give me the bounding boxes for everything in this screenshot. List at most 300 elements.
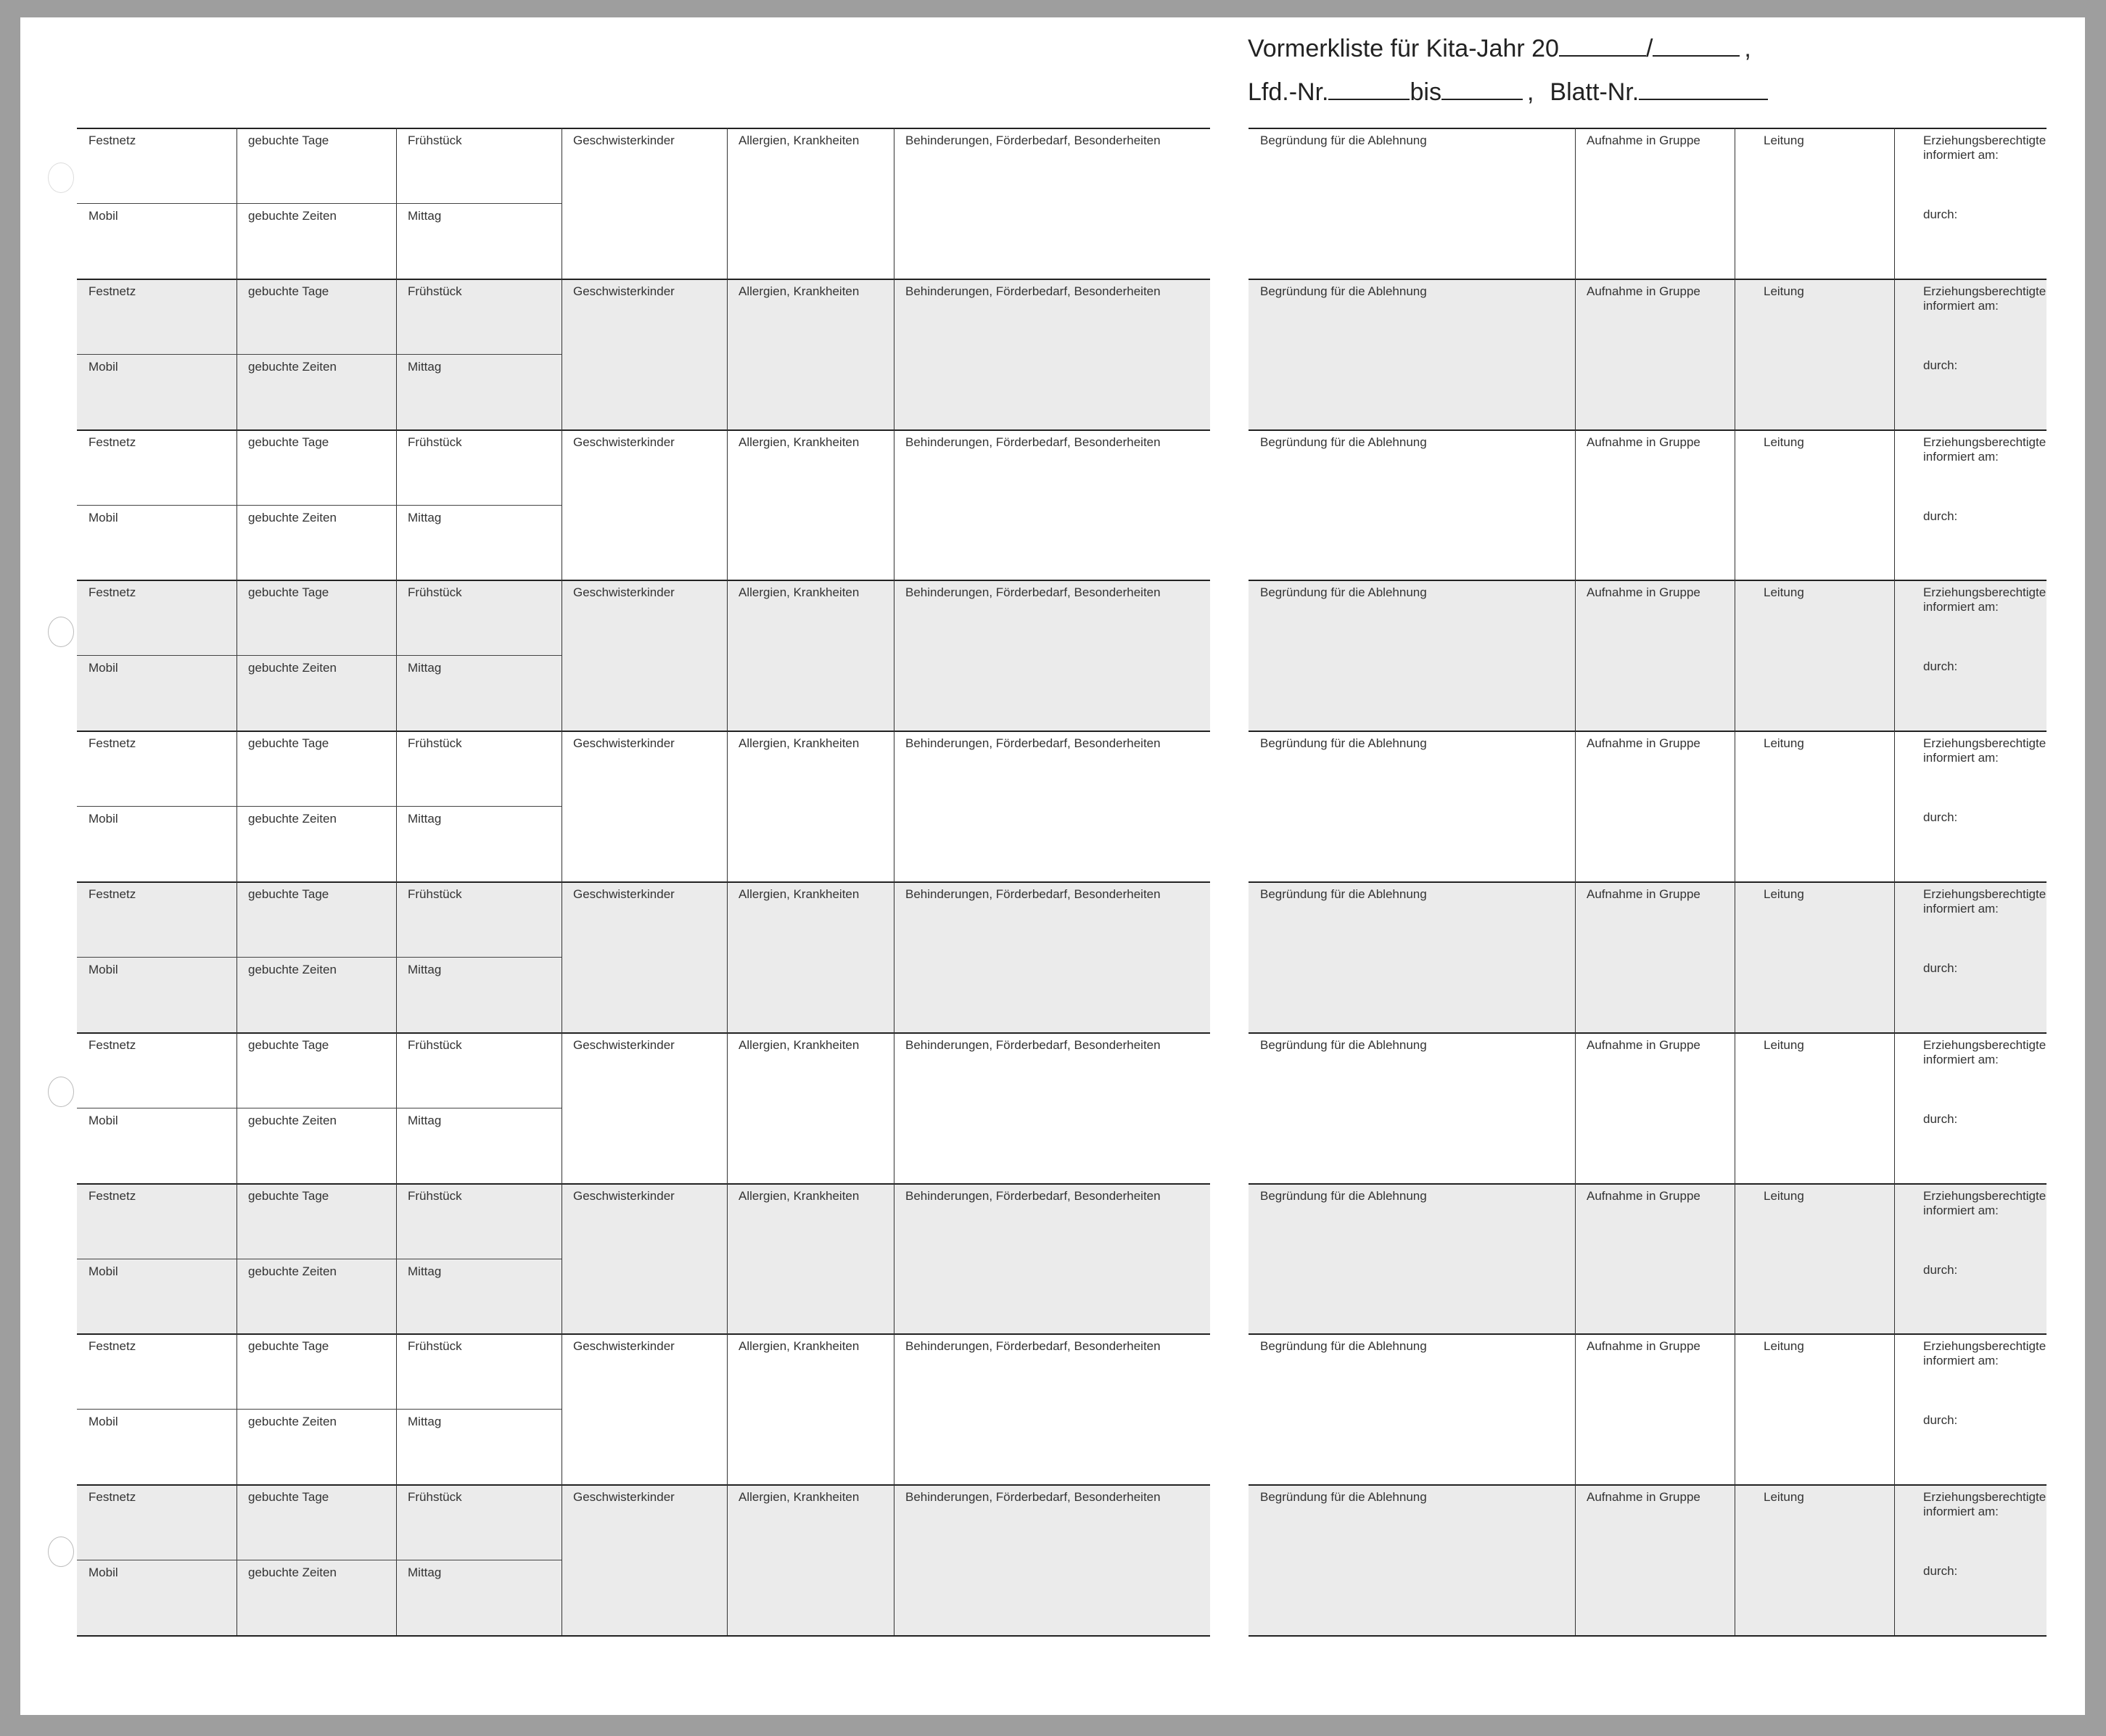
begruendung-field[interactable] xyxy=(1249,300,1575,429)
fruehstueck-field[interactable] xyxy=(396,300,562,354)
applicant-row-right xyxy=(1249,580,2047,731)
mobil-field[interactable] xyxy=(77,828,236,881)
allergien-field[interactable] xyxy=(727,752,894,881)
behinderungen-field[interactable] xyxy=(894,149,1210,279)
title-comma: , xyxy=(1744,35,1751,62)
gebuchte-zeiten-label: gebuchte Zeiten xyxy=(248,661,337,675)
gebuchte-tage-field[interactable] xyxy=(236,601,396,655)
durch-label: durch: xyxy=(1923,1413,1958,1427)
allergien-field[interactable] xyxy=(727,1054,894,1183)
aufnahme-field[interactable] xyxy=(1575,903,1735,1032)
durch-field[interactable] xyxy=(1894,977,2047,1032)
durch-label: durch: xyxy=(1923,1112,1958,1126)
mobil-field[interactable] xyxy=(77,677,236,731)
applicant-row-right xyxy=(1249,731,2047,881)
gebuchte-tage-field[interactable] xyxy=(236,149,396,203)
allergien-label: Allergien, Krankheiten xyxy=(739,887,860,901)
gebuchte-tage-field[interactable] xyxy=(236,903,396,957)
festnetz-field[interactable] xyxy=(77,1355,236,1409)
allergien-label: Allergien, Krankheiten xyxy=(739,736,860,750)
geschwisterkinder-label: Geschwisterkinder xyxy=(573,585,675,599)
row-split-line xyxy=(77,505,562,506)
mobil-field[interactable] xyxy=(77,376,236,429)
mittag-field[interactable] xyxy=(396,979,562,1032)
leitung-field[interactable] xyxy=(1735,1205,1894,1334)
fruehstueck-label: Frühstück xyxy=(408,887,462,901)
begruendung-field[interactable] xyxy=(1249,1205,1575,1334)
fruehstueck-field[interactable] xyxy=(396,1506,562,1560)
festnetz-field[interactable] xyxy=(77,752,236,806)
festnetz-label: Festnetz xyxy=(89,284,136,298)
title-slash: / xyxy=(1645,35,1653,62)
gebuchte-tage-label: gebuchte Tage xyxy=(248,284,329,298)
festnetz-label: Festnetz xyxy=(89,887,136,901)
aufnahme-field[interactable] xyxy=(1575,300,1735,429)
mobil-label: Mobil xyxy=(89,209,118,223)
geschwisterkinder-field[interactable] xyxy=(562,903,727,1032)
fruehstueck-label: Frühstück xyxy=(408,435,462,449)
leitung-label: Leitung xyxy=(1764,435,1804,449)
gebuchte-zeiten-label: gebuchte Zeiten xyxy=(248,963,337,976)
gebuchte-zeiten-field[interactable] xyxy=(236,979,396,1032)
informiert-am-field[interactable] xyxy=(1894,617,2047,658)
festnetz-field[interactable] xyxy=(77,1205,236,1259)
row-split-line xyxy=(77,806,562,807)
mobil-field[interactable] xyxy=(77,527,236,580)
row-top-line xyxy=(1249,1333,2047,1335)
begruendung-field[interactable] xyxy=(1249,451,1575,580)
informiert-am-label: informiert am: xyxy=(1923,1505,1999,1518)
gebuchte-tage-field[interactable] xyxy=(236,1355,396,1409)
applicant-row-right xyxy=(1249,1333,2047,1484)
informiert-am-label: informiert am: xyxy=(1923,450,1999,464)
aufnahme-label: Aufnahme in Gruppe xyxy=(1587,585,1700,599)
leitung-label: Leitung xyxy=(1764,133,1804,147)
leitung-label: Leitung xyxy=(1764,1038,1804,1052)
begruendung-field[interactable] xyxy=(1249,1054,1575,1183)
row-split-line xyxy=(77,655,562,656)
applicant-row-left xyxy=(77,731,1210,881)
festnetz-field[interactable] xyxy=(77,149,236,203)
begruendung-field[interactable] xyxy=(1249,903,1575,1032)
gebuchte-zeiten-field[interactable] xyxy=(236,1581,396,1635)
applicant-row-left xyxy=(77,279,1210,429)
geschwisterkinder-field[interactable] xyxy=(562,1355,727,1484)
title-prefix: Vormerkliste für Kita-Jahr 20 xyxy=(1248,35,1559,62)
gebuchte-zeiten-label: gebuchte Zeiten xyxy=(248,1264,337,1278)
geschwisterkinder-field[interactable] xyxy=(562,1506,727,1635)
allergien-field[interactable] xyxy=(727,451,894,580)
blatt-field[interactable] xyxy=(1639,80,1768,100)
festnetz-label: Festnetz xyxy=(89,585,136,599)
mobil-label: Mobil xyxy=(89,812,118,826)
begruendung-label: Begründung für die Ablehnung xyxy=(1260,887,1427,901)
applicant-row-right xyxy=(1249,881,2047,1032)
behinderungen-field[interactable] xyxy=(894,451,1210,580)
mittag-label: Mittag xyxy=(408,812,442,826)
durch-label: durch: xyxy=(1923,961,1958,975)
mittag-field[interactable] xyxy=(396,828,562,881)
gebuchte-zeiten-field[interactable] xyxy=(236,1130,396,1183)
leitung-label: Leitung xyxy=(1764,585,1804,599)
informiert-am-field[interactable] xyxy=(1894,1522,2047,1563)
durch-field[interactable] xyxy=(1894,223,2047,279)
row-top-line xyxy=(1249,1484,2047,1486)
festnetz-label: Festnetz xyxy=(89,133,136,147)
behinderungen-field[interactable] xyxy=(894,903,1210,1032)
durch-label: durch: xyxy=(1923,810,1958,824)
durch-field[interactable] xyxy=(1894,1279,2047,1334)
durch-field[interactable] xyxy=(1894,1580,2047,1635)
gebuchte-tage-field[interactable] xyxy=(236,1054,396,1108)
allergien-label: Allergien, Krankheiten xyxy=(739,1038,860,1052)
informiert-am-field[interactable] xyxy=(1894,467,2047,508)
geschwisterkinder-label: Geschwisterkinder xyxy=(573,736,675,750)
gebuchte-tage-label: gebuchte Tage xyxy=(248,133,329,147)
mobil-field[interactable] xyxy=(77,1581,236,1635)
festnetz-field[interactable] xyxy=(77,300,236,354)
mobil-field[interactable] xyxy=(77,1130,236,1183)
geschwisterkinder-label: Geschwisterkinder xyxy=(573,1490,675,1504)
gebuchte-tage-field[interactable] xyxy=(236,1506,396,1560)
fruehstueck-label: Frühstück xyxy=(408,1189,462,1203)
row-top-line xyxy=(1249,580,2047,581)
begruendung-label: Begründung für die Ablehnung xyxy=(1260,1038,1427,1052)
durch-label: durch: xyxy=(1923,509,1958,523)
mittag-label: Mittag xyxy=(408,1415,442,1428)
durch-field[interactable] xyxy=(1894,675,2047,731)
festnetz-field[interactable] xyxy=(77,1506,236,1560)
row-split-line xyxy=(77,354,562,355)
behinderungen-field[interactable] xyxy=(894,1205,1210,1334)
gebuchte-zeiten-field[interactable] xyxy=(236,677,396,731)
erziehungsberechtigte-label: Erziehungsberechtigte xyxy=(1923,1038,2047,1052)
aufnahme-label: Aufnahme in Gruppe xyxy=(1587,736,1700,750)
row-top-line xyxy=(77,1183,1210,1185)
behinderungen-field[interactable] xyxy=(894,1054,1210,1183)
erziehungsberechtigte-label: Erziehungsberechtigte xyxy=(1923,1490,2047,1504)
gebuchte-zeiten-field[interactable] xyxy=(236,1280,396,1334)
geschwisterkinder-field[interactable] xyxy=(562,752,727,881)
aufnahme-label: Aufnahme in Gruppe xyxy=(1587,1189,1700,1203)
durch-field[interactable] xyxy=(1894,826,2047,881)
geschwisterkinder-field[interactable] xyxy=(562,1205,727,1334)
allergien-label: Allergien, Krankheiten xyxy=(739,585,860,599)
behinderungen-label: Behinderungen, Förderbedarf, Besonderheiten xyxy=(905,1189,1161,1203)
aufnahme-label: Aufnahme in Gruppe xyxy=(1587,1490,1700,1504)
behinderungen-label: Behinderungen, Förderbedarf, Besonderheiten xyxy=(905,435,1161,449)
behinderungen-label: Behinderungen, Förderbedarf, Besonderheiten xyxy=(905,1490,1161,1504)
informiert-am-field[interactable] xyxy=(1894,1371,2047,1412)
begruendung-label: Begründung für die Ablehnung xyxy=(1260,133,1427,147)
mittag-label: Mittag xyxy=(408,1566,442,1579)
gebuchte-tage-field[interactable] xyxy=(236,300,396,354)
fruehstueck-label: Frühstück xyxy=(408,1339,462,1353)
gebuchte-zeiten-field[interactable] xyxy=(236,828,396,881)
punch-hole xyxy=(48,1077,74,1107)
row-top-line xyxy=(77,279,1210,280)
leitung-field[interactable] xyxy=(1735,1506,1894,1635)
leitung-field[interactable] xyxy=(1735,451,1894,580)
fruehstueck-field[interactable] xyxy=(396,752,562,806)
mittag-field[interactable] xyxy=(396,1431,562,1484)
aufnahme-label: Aufnahme in Gruppe xyxy=(1587,1038,1700,1052)
aufnahme-field[interactable] xyxy=(1575,1355,1735,1484)
leitung-label: Leitung xyxy=(1764,1490,1804,1504)
gebuchte-tage-label: gebuchte Tage xyxy=(248,585,329,599)
durch-field[interactable] xyxy=(1894,1128,2047,1183)
leitung-label: Leitung xyxy=(1764,887,1804,901)
row-top-line xyxy=(77,580,1210,581)
leitung-field[interactable] xyxy=(1735,300,1894,429)
fruehstueck-field[interactable] xyxy=(396,601,562,655)
mittag-label: Mittag xyxy=(408,360,442,374)
mittag-label: Mittag xyxy=(408,209,442,223)
year-end-field[interactable] xyxy=(1653,36,1740,57)
gebuchte-zeiten-field[interactable] xyxy=(236,527,396,580)
mittag-field[interactable] xyxy=(396,1280,562,1334)
bis-field[interactable] xyxy=(1441,80,1523,100)
mobil-field[interactable] xyxy=(77,1280,236,1334)
right-table-bottom-line xyxy=(1249,1635,2047,1637)
mittag-label: Mittag xyxy=(408,1264,442,1278)
applicant-row-left xyxy=(77,128,1210,279)
festnetz-field[interactable] xyxy=(77,903,236,957)
left-table-bottom-line xyxy=(77,1635,1210,1637)
leitung-field[interactable] xyxy=(1735,1054,1894,1183)
geschwisterkinder-label: Geschwisterkinder xyxy=(573,1339,675,1353)
begruendung-label: Begründung für die Ablehnung xyxy=(1260,435,1427,449)
behinderungen-label: Behinderungen, Förderbedarf, Besonderheiten xyxy=(905,284,1161,298)
fruehstueck-field[interactable] xyxy=(396,149,562,203)
informiert-am-field[interactable] xyxy=(1894,165,2047,206)
fruehstueck-field[interactable] xyxy=(396,1355,562,1409)
allergien-field[interactable] xyxy=(727,1355,894,1484)
applicant-row-left xyxy=(77,1183,1210,1334)
behinderungen-field[interactable] xyxy=(894,601,1210,731)
allergien-field[interactable] xyxy=(727,903,894,1032)
geschwisterkinder-label: Geschwisterkinder xyxy=(573,887,675,901)
lfd-label: Lfd.-Nr. xyxy=(1248,78,1329,106)
leitung-field[interactable] xyxy=(1735,149,1894,279)
begruendung-field[interactable] xyxy=(1249,601,1575,731)
mittag-field[interactable] xyxy=(396,225,562,279)
mittag-field[interactable] xyxy=(396,1130,562,1183)
leitung-field[interactable] xyxy=(1735,601,1894,731)
row-top-line xyxy=(77,881,1210,883)
geschwisterkinder-label: Geschwisterkinder xyxy=(573,1189,675,1203)
allergien-field[interactable] xyxy=(727,300,894,429)
allergien-label: Allergien, Krankheiten xyxy=(739,435,860,449)
informiert-am-field[interactable] xyxy=(1894,316,2047,357)
begruendung-label: Begründung für die Ablehnung xyxy=(1260,1189,1427,1203)
informiert-am-field[interactable] xyxy=(1894,1070,2047,1111)
informiert-am-label: informiert am: xyxy=(1923,1204,1999,1217)
blatt-label: Blatt-Nr. xyxy=(1550,78,1640,106)
fruehstueck-label: Frühstück xyxy=(408,1038,462,1052)
mittag-field[interactable] xyxy=(396,1581,562,1635)
gebuchte-zeiten-field[interactable] xyxy=(236,376,396,429)
leitung-label: Leitung xyxy=(1764,1339,1804,1353)
gebuchte-tage-label: gebuchte Tage xyxy=(248,1490,329,1504)
gebuchte-zeiten-label: gebuchte Zeiten xyxy=(248,1566,337,1579)
festnetz-field[interactable] xyxy=(77,451,236,505)
durch-field[interactable] xyxy=(1894,374,2047,429)
aufnahme-field[interactable] xyxy=(1575,752,1735,881)
applicant-row-right xyxy=(1249,1484,2047,1635)
durch-field[interactable] xyxy=(1894,525,2047,580)
behinderungen-label: Behinderungen, Förderbedarf, Besonderheiten xyxy=(905,1339,1161,1353)
row-split-line xyxy=(77,1409,562,1410)
leitung-label: Leitung xyxy=(1764,284,1804,298)
applicant-row-left xyxy=(77,1032,1210,1183)
festnetz-label: Festnetz xyxy=(89,1189,136,1203)
allergien-field[interactable] xyxy=(727,149,894,279)
erziehungsberechtigte-label: Erziehungsberechtigte xyxy=(1923,1189,2047,1203)
begruendung-label: Begründung für die Ablehnung xyxy=(1260,284,1427,298)
fruehstueck-field[interactable] xyxy=(396,1205,562,1259)
applicant-row-right xyxy=(1249,128,2047,279)
aufnahme-label: Aufnahme in Gruppe xyxy=(1587,133,1700,147)
geschwisterkinder-label: Geschwisterkinder xyxy=(573,1038,675,1052)
gebuchte-tage-field[interactable] xyxy=(236,1205,396,1259)
festnetz-field[interactable] xyxy=(77,601,236,655)
leitung-field[interactable] xyxy=(1735,903,1894,1032)
row-top-line xyxy=(77,731,1210,732)
geschwisterkinder-field[interactable] xyxy=(562,149,727,279)
gebuchte-zeiten-field[interactable] xyxy=(236,1431,396,1484)
row-top-line xyxy=(77,429,1210,431)
festnetz-label: Festnetz xyxy=(89,435,136,449)
gebuchte-zeiten-label: gebuchte Zeiten xyxy=(248,812,337,826)
geschwisterkinder-field[interactable] xyxy=(562,300,727,429)
leitung-label: Leitung xyxy=(1764,736,1804,750)
mittag-label: Mittag xyxy=(408,963,442,976)
mittag-field[interactable] xyxy=(396,527,562,580)
informiert-am-field[interactable] xyxy=(1894,1221,2047,1262)
gebuchte-tage-field[interactable] xyxy=(236,451,396,505)
durch-field[interactable] xyxy=(1894,1429,2047,1484)
mobil-field[interactable] xyxy=(77,979,236,1032)
durch-label: durch: xyxy=(1923,659,1958,673)
gebuchte-tage-field[interactable] xyxy=(236,752,396,806)
mittag-field[interactable] xyxy=(396,677,562,731)
durch-label: durch: xyxy=(1923,358,1958,372)
festnetz-label: Festnetz xyxy=(89,1038,136,1052)
begruendung-field[interactable] xyxy=(1249,1506,1575,1635)
aufnahme-label: Aufnahme in Gruppe xyxy=(1587,435,1700,449)
durch-label: durch: xyxy=(1923,1263,1958,1277)
behinderungen-label: Behinderungen, Förderbedarf, Besonderheiten xyxy=(905,736,1161,750)
aufnahme-field[interactable] xyxy=(1575,601,1735,731)
fruehstueck-field[interactable] xyxy=(396,451,562,505)
allergien-label: Allergien, Krankheiten xyxy=(739,1189,860,1203)
begruendung-field[interactable] xyxy=(1249,1355,1575,1484)
begruendung-field[interactable] xyxy=(1249,149,1575,279)
aufnahme-field[interactable] xyxy=(1575,451,1735,580)
informiert-am-label: informiert am: xyxy=(1923,600,1999,614)
allergien-field[interactable] xyxy=(727,1506,894,1635)
geschwisterkinder-field[interactable] xyxy=(562,451,727,580)
durch-label: durch: xyxy=(1923,207,1958,221)
informiert-am-field[interactable] xyxy=(1894,768,2047,809)
festnetz-field[interactable] xyxy=(77,1054,236,1108)
begruendung-field[interactable] xyxy=(1249,752,1575,881)
aufnahme-field[interactable] xyxy=(1575,1205,1735,1334)
row-top-line xyxy=(1249,881,2047,883)
applicant-row-right xyxy=(1249,279,2047,429)
geschwisterkinder-field[interactable] xyxy=(562,601,727,731)
row-top-line xyxy=(77,1333,1210,1335)
gebuchte-tage-label: gebuchte Tage xyxy=(248,435,329,449)
applicant-row-left xyxy=(77,1333,1210,1484)
gebuchte-tage-label: gebuchte Tage xyxy=(248,736,329,750)
gebuchte-tage-label: gebuchte Tage xyxy=(248,1339,329,1353)
applicant-row-right xyxy=(1249,1183,2047,1334)
informiert-am-label: informiert am: xyxy=(1923,1354,1999,1367)
geschwisterkinder-label: Geschwisterkinder xyxy=(573,133,675,147)
fruehstueck-label: Frühstück xyxy=(408,585,462,599)
mobil-field[interactable] xyxy=(77,225,236,279)
mobil-label: Mobil xyxy=(89,1264,118,1278)
gebuchte-tage-label: gebuchte Tage xyxy=(248,1189,329,1203)
behinderungen-field[interactable] xyxy=(894,1355,1210,1484)
informiert-am-label: informiert am: xyxy=(1923,299,1999,313)
mobil-label: Mobil xyxy=(89,360,118,374)
geschwisterkinder-field[interactable] xyxy=(562,1054,727,1183)
aufnahme-field[interactable] xyxy=(1575,149,1735,279)
aufnahme-label: Aufnahme in Gruppe xyxy=(1587,1339,1700,1353)
leitung-label: Leitung xyxy=(1764,1189,1804,1203)
aufnahme-field[interactable] xyxy=(1575,1054,1735,1183)
informiert-am-field[interactable] xyxy=(1894,919,2047,960)
behinderungen-field[interactable] xyxy=(894,300,1210,429)
gebuchte-zeiten-field[interactable] xyxy=(236,225,396,279)
allergien-label: Allergien, Krankheiten xyxy=(739,1339,860,1353)
erziehungsberechtigte-label: Erziehungsberechtigte xyxy=(1923,736,2047,750)
behinderungen-label: Behinderungen, Förderbedarf, Besonderheiten xyxy=(905,1038,1161,1052)
festnetz-label: Festnetz xyxy=(89,1339,136,1353)
behinderungen-field[interactable] xyxy=(894,1506,1210,1635)
fruehstueck-field[interactable] xyxy=(396,903,562,957)
mobil-field[interactable] xyxy=(77,1431,236,1484)
fruehstueck-field[interactable] xyxy=(396,1054,562,1108)
mobil-label: Mobil xyxy=(89,661,118,675)
punch-hole xyxy=(48,1537,74,1567)
mittag-label: Mittag xyxy=(408,511,442,524)
allergien-field[interactable] xyxy=(727,601,894,731)
year-start-field[interactable] xyxy=(1559,36,1646,57)
leitung-field[interactable] xyxy=(1735,1355,1894,1484)
aufnahme-field[interactable] xyxy=(1575,1506,1735,1635)
behinderungen-label: Behinderungen, Förderbedarf, Besonderheiten xyxy=(905,585,1161,599)
mobil-label: Mobil xyxy=(89,1415,118,1428)
aufnahme-label: Aufnahme in Gruppe xyxy=(1587,284,1700,298)
lfd-field[interactable] xyxy=(1328,80,1410,100)
mobil-label: Mobil xyxy=(89,1566,118,1579)
leitung-field[interactable] xyxy=(1735,752,1894,881)
behinderungen-field[interactable] xyxy=(894,752,1210,881)
allergien-field[interactable] xyxy=(727,1205,894,1334)
begruendung-label: Begründung für die Ablehnung xyxy=(1260,585,1427,599)
mittag-field[interactable] xyxy=(396,376,562,429)
form-title xyxy=(1248,35,1751,63)
applicant-row-left xyxy=(77,580,1210,731)
gebuchte-zeiten-label: gebuchte Zeiten xyxy=(248,1415,337,1428)
fruehstueck-label: Frühstück xyxy=(408,1490,462,1504)
allergien-label: Allergien, Krankheiten xyxy=(739,1490,860,1504)
row-top-line xyxy=(1249,1183,2047,1185)
